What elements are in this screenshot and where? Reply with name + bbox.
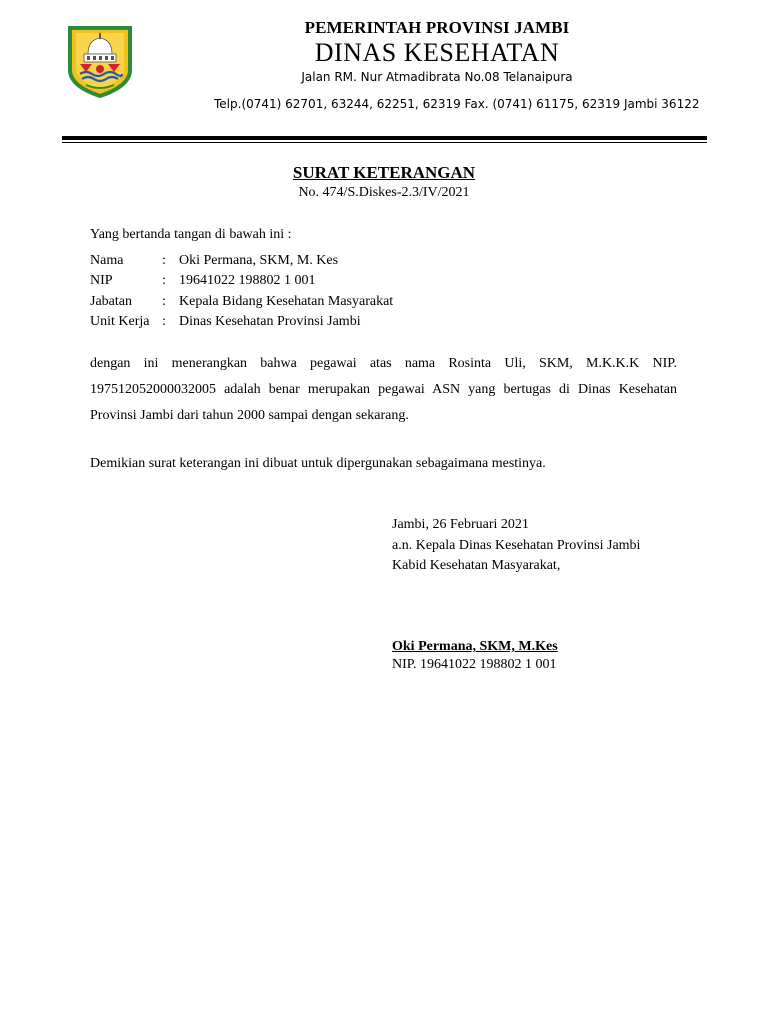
signature-place-date: Jambi, 26 Februari 2021 (392, 517, 529, 532)
agency-address: Jalan RM. Nur Atmadibrata No.08 Telanaipura (301, 70, 573, 84)
identity-value: Oki Permana, SKM, M. Kes (179, 253, 339, 268)
agency-contact: Telp.(0741) 62701, 63244, 62251, 62319 Fax. (0741) 61175, 62319 Jambi 36122 (214, 97, 700, 111)
letterhead-divider-thin (62, 142, 707, 143)
intro-text: Yang bertanda tangan di bawah ini : (90, 227, 292, 242)
government-name: PEMERINTAH PROVINSI JAMBI (304, 18, 570, 37)
identity-label: Nama (90, 253, 124, 268)
document-title: SURAT KETERANGAN (292, 163, 476, 182)
closing-text: Demikian surat keterangan ini dibuat untuk dipergunakan sebagaimana mestinya. (90, 456, 546, 471)
identity-row-unit (90, 312, 590, 332)
identity-colon: : (162, 253, 166, 268)
document-number: No. 474/S.Diskes-2.3/IV/2021 (298, 185, 470, 200)
signatory-name: Oki Permana, SKM, M.Kes (392, 639, 558, 654)
identity-value: 19641022 198802 1 001 (179, 273, 316, 288)
identity-row-position (90, 292, 590, 312)
signature-on-behalf: a.n. Kepala Dinas Kesehatan Provinsi Jambi (392, 538, 641, 553)
identity-colon: : (162, 294, 166, 309)
identity-label: Jabatan (90, 294, 132, 309)
letterhead-divider-thick (62, 136, 707, 140)
signature-position: Kabid Kesehatan Masyarakat, (392, 558, 561, 573)
identity-colon: : (162, 273, 166, 288)
identity-row-name (90, 251, 590, 271)
identity-label: Unit Kerja (90, 314, 150, 329)
identity-row-nip (90, 271, 590, 291)
signatory-nip: NIP. 19641022 198802 1 001 (392, 657, 557, 672)
identity-value: Dinas Kesehatan Provinsi Jambi (179, 314, 361, 329)
identity-label: NIP (90, 273, 113, 288)
identity-colon: : (162, 314, 166, 329)
agency-name: DINAS KESEHATAN (314, 38, 560, 67)
statement-paragraph: dengan ini menerangkan bahwa pegawai atas nama Rosinta Uli, SKM, M.K.K.K NIP. 197512052000032005 adalah benar merupakan pegawai ASN yang bertugas di Dinas Kesehatan Provinsi Jambi dari tahun 2000 sampai dengan sekarang. (90, 356, 677, 423)
identity-value: Kepala Bidang Kesehatan Masyarakat (179, 294, 394, 309)
